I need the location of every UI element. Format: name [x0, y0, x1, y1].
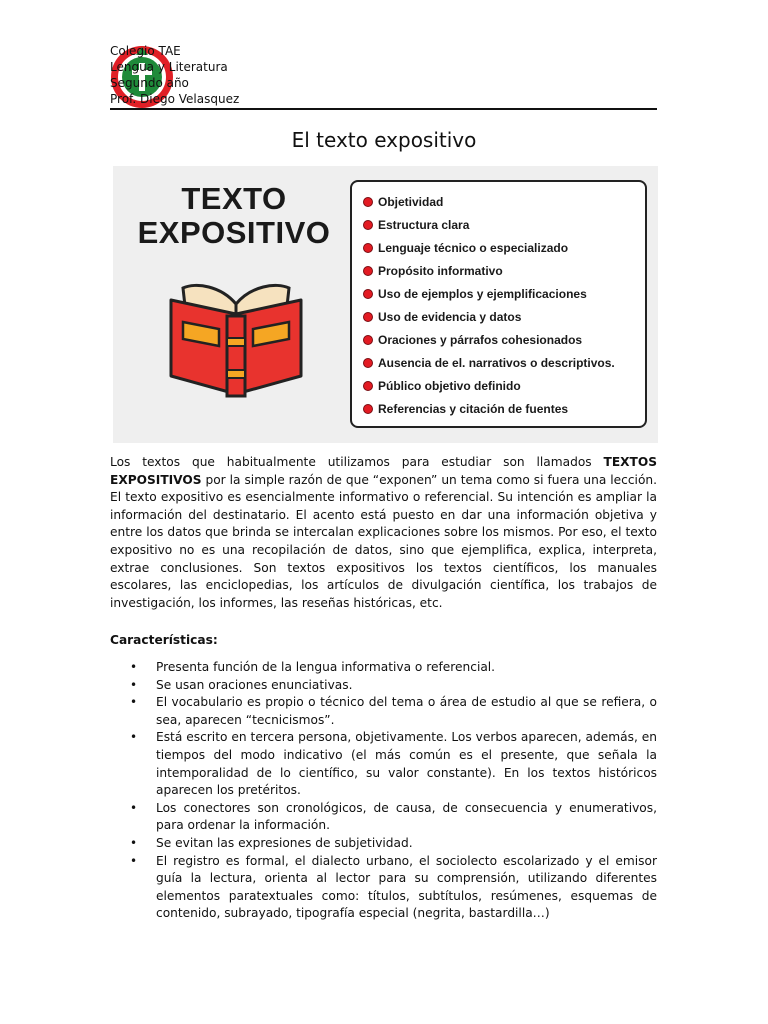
list-item: Oraciones y párrafos cohesionados — [363, 330, 582, 350]
section-heading: Características: — [110, 633, 218, 647]
bullet-dot-icon — [363, 243, 373, 253]
header-subject: Lengua y Literatura — [110, 60, 228, 74]
bullet-dot-icon — [363, 312, 373, 322]
bullet-dot-icon — [363, 335, 373, 345]
header-school: Colegio TAE — [110, 44, 181, 58]
list-item: Uso de evidencia y datos — [363, 307, 521, 327]
bullet-icon: • — [130, 730, 138, 745]
characteristics-list-box — [350, 180, 647, 428]
bullet-icon: • — [130, 800, 138, 815]
list-item: Propósito informativo — [363, 261, 503, 281]
intro-paragraph: Los textos que habitualmente utilizamos para estudiar son llamados TEXTOS EXPOSITIVOS por la simple razón de que “exponen” un tema como si fuera una lección. El texto expositivo es esencialmente informativo o referencial. Su intención es ampliar la información del destinatario. El acento está puesto en dar una información objetiva y entre los datos que brinda se intercalan explicaciones sobre los mismos. Por eso, el texto expositivo no es una recopilación de datos, sino que ejemplifica, explica, interpreta, extrae conclusiones. Son textos expositivos los textos científicos, los manuales escolares, las enciclopedias, los artículos de divulgación científica, los trabajos de investigación, los informes, las reseñas históricas, etc. — [110, 455, 657, 610]
list-item: Referencias y citación de fuentes — [363, 399, 568, 419]
open-book-icon — [161, 266, 311, 406]
list-item: Ausencia de el. narrativos o descriptivos. — [363, 353, 615, 373]
bullet-icon: • — [130, 853, 138, 868]
list-item: Lenguaje técnico o especializado — [363, 238, 568, 258]
page-title: El texto expositivo — [291, 128, 477, 152]
bullet-dot-icon — [363, 381, 373, 391]
list-item: • Está escrito en tercera persona, objetivamente. Los verbos aparecen, además, en tiempos del modo indicativo (el más común es el presente, que señala la intemporalidad de lo científico, su valor constante). En los textos históricos aparecen los pretéritos. — [130, 730, 657, 798]
bullet-icon: • — [130, 835, 138, 850]
bullet-icon: • — [130, 677, 138, 692]
infographic-title — [129, 182, 339, 250]
document-header — [110, 43, 657, 107]
infographic-title-line-2: EXPOSITIVO — [137, 215, 331, 250]
intro-bold-term: TEXTOS EXPOSITIVOS — [110, 455, 657, 487]
list-item: Uso de ejemplos y ejemplificaciones — [363, 284, 587, 304]
list-item: • Los conectores son cronológicos, de causa, de consecuencia y enumerativos, para ordenar la información. — [130, 800, 657, 833]
list-item: • El registro es formal, el dialecto urbano, el sociolecto escolarizado y el emisor guía la lectura, orienta al lector para su comprensión, utilizando diferentes elementos paratextuales como: títulos, subtítulos, resúmenes, esquemas de contenido, subrayado, tipografía especial (negrita, bastardilla…) — [130, 853, 657, 921]
bullet-icon: • — [130, 660, 138, 674]
bullet-dot-icon — [363, 197, 373, 207]
list-item: Público objetivo definido — [363, 376, 521, 396]
bullet-dot-icon — [363, 220, 373, 230]
list-item: • El vocabulario es propio o técnico del tema o área de estudio al que se refiera, o sea, aparecen “tecnicismos”. — [130, 695, 657, 727]
list-item: • Se usan oraciones enunciativas. — [110, 677, 657, 695]
infographic-title-line-1: TEXTO — [181, 181, 287, 216]
bullet-dot-icon — [363, 358, 373, 368]
infographic — [113, 166, 658, 443]
list-item: • Se evitan las expresiones de subjetividad. — [110, 835, 657, 853]
list-item: Objetividad — [363, 192, 443, 212]
header-teacher: Prof. Diego Velasquez — [110, 92, 240, 106]
bullet-dot-icon — [363, 289, 373, 299]
header-divider — [110, 108, 657, 110]
bullet-dot-icon — [363, 404, 373, 414]
list-item: Estructura clara — [363, 215, 469, 235]
bullet-icon: • — [130, 695, 138, 710]
header-year: Segundo año — [110, 76, 189, 90]
characteristics-list — [110, 659, 657, 923]
bullet-dot-icon — [363, 266, 373, 276]
list-item: • Presenta función de la lengua informativa o referencial. — [110, 659, 657, 677]
